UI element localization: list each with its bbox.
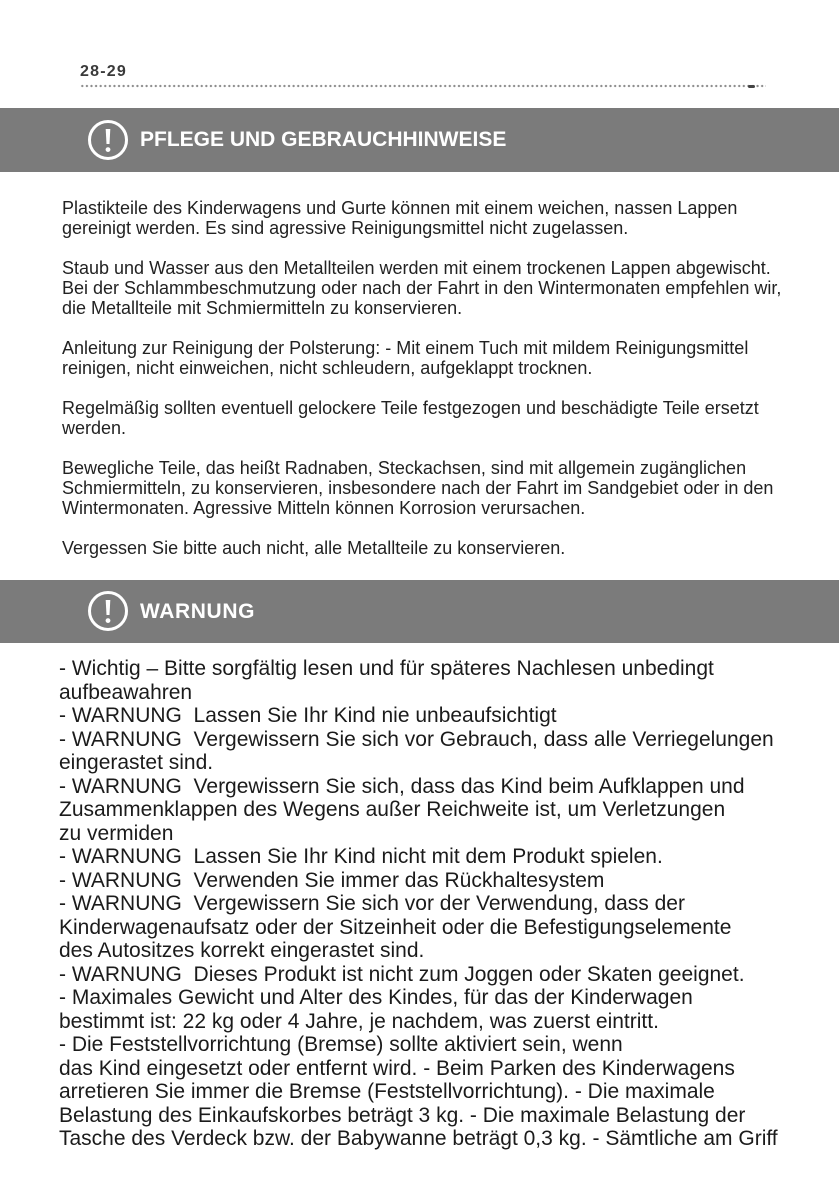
warning-section-header bbox=[0, 580, 839, 643]
paragraph-line: Staub und Wasser aus den Metallteilen werden mit einem trockenen Lappen abgewischt. bbox=[62, 258, 771, 278]
warning-line: - Maximales Gewicht und Alter des Kindes, für das der Kinderwagen bbox=[59, 986, 693, 1009]
warning-line: aufbeawahren bbox=[59, 680, 193, 704]
warning-line: des Autositzes korrekt eingerastet sind. bbox=[59, 939, 425, 962]
care-paragraph bbox=[62, 398, 781, 438]
paragraph-line: Wintermonaten. Agressive Mitteln können Korrosion verursachen. bbox=[62, 498, 586, 518]
warning-line: arretieren Sie immer die Bremse (Feststellvorrichtung). - Die maximale bbox=[59, 1080, 715, 1103]
warning-line: eingerastet sind. bbox=[59, 751, 214, 774]
care-section-body bbox=[62, 198, 781, 578]
paragraph-line: gereinigt werden. Es sind agressive Reinigungsmittel nicht zugelassen. bbox=[62, 218, 629, 238]
warning-line: Kinderwagenaufsatz oder der Sitzeinheit oder die Befestigungselemente bbox=[59, 915, 732, 939]
warning-line: - WARNUNG Vergewissern Sie sich, dass das Kind beim Aufklappen und bbox=[59, 774, 745, 798]
paragraph-line: Bewegliche Teile, das heißt Radnaben, Steckachsen, sind mit allgemein zugänglichen bbox=[62, 458, 747, 478]
warning-line: - WARNUNG Lassen Sie Ihr Kind nicht mit dem Produkt spielen. bbox=[59, 845, 663, 868]
warning-line: - Die Feststellvorrichtung (Bremse) sollte aktiviert sein, wenn bbox=[59, 1033, 623, 1056]
paragraph-line: werden. bbox=[62, 418, 127, 438]
warning-section-title: WARNUNG bbox=[140, 600, 256, 623]
warning-line: - WARNUNG Lassen Sie Ihr Kind nie unbeaufsichtigt bbox=[59, 704, 557, 727]
warning-line: - WARNUNG Verwenden Sie immer das Rückhaltesystem bbox=[59, 868, 605, 892]
page-number: 28-29 bbox=[80, 63, 127, 80]
care-paragraph bbox=[62, 258, 781, 318]
exclamation-circle-icon bbox=[87, 590, 129, 632]
paragraph-line: die Metallteile mit Schmiermitteln zu konservieren. bbox=[62, 298, 463, 318]
warning-line: das Kind eingesetzt oder entfernt wird. - Beim Parken des Kinderwagens bbox=[59, 1056, 735, 1080]
warning-line: Zusammenklappen des Wegens außer Reichweite ist, um Verletzungen bbox=[59, 798, 726, 821]
paragraph-line: Regelmäßig sollten eventuell gelockere Teile festgezogen und beschädigte Teile ersetzt bbox=[62, 398, 759, 418]
exclamation-circle-icon bbox=[87, 119, 129, 161]
care-paragraph bbox=[62, 198, 781, 238]
care-paragraph bbox=[62, 538, 781, 558]
care-section-header bbox=[0, 108, 839, 172]
warning-line: Tasche des Verdeck bzw. der Babywanne beträgt 0,3 kg. - Sämtliche am Griff bbox=[59, 1127, 778, 1150]
warning-line: bestimmt ist: 22 kg oder 4 Jahre, je nachdem, was zuerst eintritt. bbox=[59, 1009, 659, 1033]
warning-line: - WARNUNG Vergewissern Sie sich vor Gebrauch, dass alle Verriegelungen bbox=[59, 727, 774, 751]
separator-end-dot bbox=[748, 85, 755, 88]
paragraph-line: Plastikteile des Kinderwagens und Gurte können mit einem weichen, nassen Lappen bbox=[62, 198, 738, 218]
warning-line: Belastung des Einkaufskorbes beträgt 3 kg. - Die maximale Belastung der bbox=[59, 1103, 746, 1127]
warning-line: - Wichtig – Bitte sorgfältig lesen und für späteres Nachlesen unbedingt bbox=[59, 657, 714, 680]
care-paragraph bbox=[62, 338, 781, 378]
paragraph-line: Anleitung zur Reinigung der Polsterung: - Mit einem Tuch mit mildem Reinigungsmittel bbox=[62, 338, 749, 358]
care-paragraph bbox=[62, 458, 781, 518]
paragraph-line: reinigen, nicht einweichen, nicht schleudern, aufgeklappt trocknen. bbox=[62, 358, 593, 378]
warning-line: - WARNUNG Vergewissern Sie sich vor der Verwendung, dass der bbox=[59, 892, 685, 915]
warning-line: - WARNUNG Dieses Produkt ist nicht zum Joggen oder Skaten geeignet. bbox=[59, 962, 745, 986]
warning-line: zu vermiden bbox=[59, 821, 174, 845]
warning-section-body bbox=[59, 657, 778, 1151]
dotted-separator bbox=[80, 84, 766, 88]
care-section-title: PFLEGE UND GEBRAUCHHINWEISE bbox=[140, 128, 507, 151]
paragraph-line: Bei der Schlammbeschmutzung oder nach der Fahrt in den Wintermonaten empfehlen wir, bbox=[62, 278, 782, 298]
paragraph-line: Vergessen Sie bitte auch nicht, alle Metallteile zu konservieren. bbox=[62, 538, 566, 558]
paragraph-line: Schmiermitteln, zu konservieren, insbesondere nach der Fahrt im Sandgebiet oder in den bbox=[62, 478, 774, 498]
